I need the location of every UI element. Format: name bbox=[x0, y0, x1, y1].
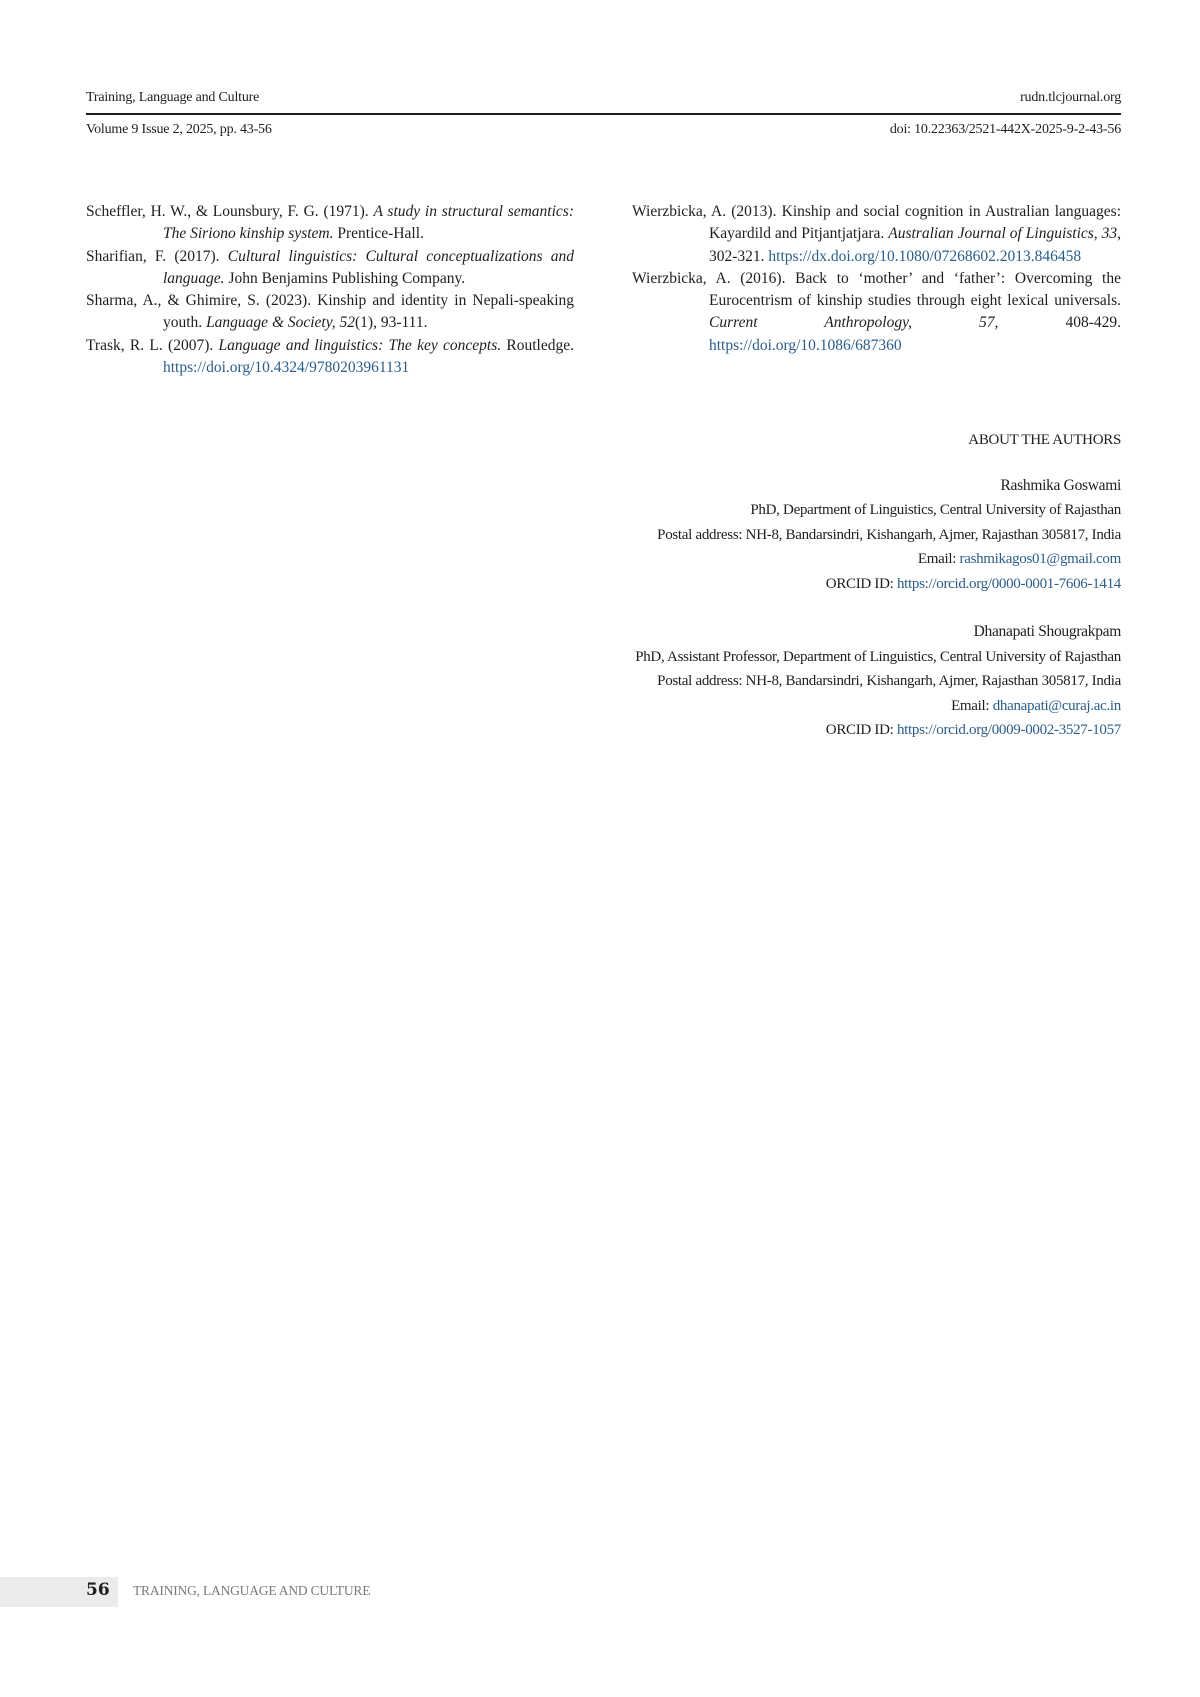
reference-entry: Sharifian, F. (2017). Cultural linguistics: Cultural conceptualizations and language. John Benjamins Publishing Company. bbox=[86, 247, 574, 287]
footer-journal-name: TRAINING, LANGUAGE AND CULTURE bbox=[133, 1583, 371, 1598]
reference-entry: Trask, R. L. (2007). Language and linguistics: The key concepts. Routledge. https://doi.org/10.4324/9780203961131 bbox=[86, 336, 574, 377]
reference-entry: Wierzbicka, A. (2013). Kinship and social cognition in Australian languages: Kayardild and Pitjantjatjara. Australian Journal of Linguistics, 33, 302-321. https://dx.doi.org/10.1080/07268602.2013.846458 bbox=[632, 203, 1121, 265]
author-position: PhD, Assistant Professor, Department of Linguistics, Central University of Rajasthan bbox=[635, 648, 1121, 665]
volume-info: Volume 9 Issue 2, 2025, pp. 43-56 bbox=[86, 122, 272, 137]
author-card bbox=[521, 620, 1121, 743]
about-heading: ABOUT THE AUTHORS bbox=[968, 432, 1121, 448]
author-address: Postal address: NH-8, Bandarsindri, Kishangarh, Ajmer, Rajasthan 305817, India bbox=[657, 673, 1121, 689]
references-left-column bbox=[86, 201, 574, 379]
author-email: Email: dhanapati@curaj.ac.in bbox=[951, 697, 1121, 714]
running-header bbox=[86, 90, 1121, 106]
email-link[interactable]: dhanapati@curaj.ac.in bbox=[992, 697, 1121, 714]
orcid-link[interactable]: https://orcid.org/0009-0002-3527-1057 bbox=[896, 722, 1121, 738]
reference-entry: Sharma, A., & Ghimire, S. (2023). Kinship and identity in Nepali-speaking youth. Language & Society, 52(1), 93-111. bbox=[86, 292, 574, 332]
author-position: PhD, Department of Linguistics, Central University of Rajasthan bbox=[750, 502, 1121, 518]
author-name: Rashmika Goswami bbox=[1000, 476, 1121, 494]
header-divider bbox=[86, 113, 1121, 115]
orcid-link[interactable]: https://orcid.org/0000-0001-7606-1414 bbox=[896, 575, 1121, 592]
about-the-authors bbox=[521, 428, 1121, 767]
article-doi: doi: 10.22363/2521-442X-2025-9-2-43-56 bbox=[889, 122, 1121, 137]
reference-doi-link[interactable]: https://doi.org/10.1086/687360 bbox=[709, 336, 902, 354]
author-address: Postal address: NH-8, Bandarsindri, Kishangarh, Ajmer, Rajasthan 305817, India bbox=[657, 526, 1121, 543]
reference-entry: Wierzbicka, A. (2016). Back to ‘mother’ and ‘father’: Overcoming the Eurocentrism of kinship studies through eight lexical universals. Current Anthropology, 57, 408-429. https://doi.org/10.1086/687360 bbox=[632, 269, 1121, 354]
author-card bbox=[521, 474, 1121, 597]
author-email: Email: rashmikagos01@gmail.com bbox=[917, 551, 1121, 567]
reference-doi-link[interactable]: https://doi.org/10.4324/9780203961131 bbox=[163, 359, 410, 377]
author-orcid: ORCID ID: https://orcid.org/0009-0002-3527-1057 bbox=[825, 722, 1121, 738]
author-orcid: ORCID ID: https://orcid.org/0000-0001-7606-1414 bbox=[825, 575, 1121, 592]
journal-website[interactable]: rudn.tlcjournal.org bbox=[1020, 90, 1121, 105]
email-link[interactable]: rashmikagos01@gmail.com bbox=[959, 551, 1121, 567]
references-right-column bbox=[632, 201, 1121, 357]
reference-entry: Scheffler, H. W., & Lounsbury, F. G. (1971). A study in structural semantics: The Siriono kinship system. Prentice-Hall. bbox=[86, 203, 574, 243]
page-number: 56 bbox=[86, 1580, 110, 1600]
author-name: Dhanapati Shougrakpam bbox=[973, 623, 1121, 640]
reference-doi-link[interactable]: https://dx.doi.org/10.1080/07268602.2013.846458 bbox=[768, 247, 1082, 265]
issue-info bbox=[86, 122, 1121, 138]
journal-name: Training, Language and Culture bbox=[86, 90, 260, 105]
